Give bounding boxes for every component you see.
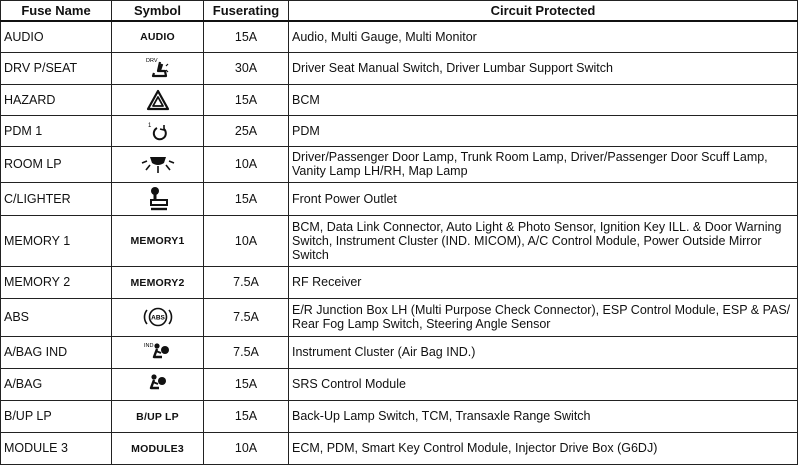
circuit-cell: Audio, Multi Gauge, Multi Monitor <box>289 21 798 52</box>
table-row <box>1 52 798 84</box>
header-row <box>1 1 798 22</box>
column-header-symbol: Symbol <box>112 1 204 22</box>
symbol-cell <box>112 266 204 298</box>
symbol-text: B/UP LP <box>136 410 179 423</box>
table-body <box>1 21 798 464</box>
fuse-name-cell: HAZARD <box>1 84 112 115</box>
circuit-cell: Driver Seat Manual Switch, Driver Lumbar Support Switch <box>289 52 798 84</box>
circuit-cell: BCM, Data Link Connector, Auto Light & Photo Sensor, Ignition Key ILL. & Door Warning Switch, Instrument Cluster (IND. MICOM), A/C Control Module, Power Outside Mirror Switch <box>289 215 798 266</box>
table-row <box>1 215 798 266</box>
symbol-cell <box>112 298 204 336</box>
fuse-name-cell: ABS <box>1 298 112 336</box>
table-row <box>1 432 798 464</box>
fuse-name-cell: MODULE 3 <box>1 432 112 464</box>
rating-cell: 7.5A <box>204 298 289 336</box>
column-header-circuit-protected: Circuit Protected <box>289 1 798 22</box>
rating-cell: 7.5A <box>204 336 289 368</box>
rating-cell: 15A <box>204 84 289 115</box>
fuse-name-cell: AUDIO <box>1 21 112 52</box>
table-row <box>1 400 798 432</box>
room-lamp-icon <box>141 152 175 176</box>
table-row <box>1 21 798 52</box>
rating-cell: 15A <box>204 182 289 215</box>
table-row <box>1 368 798 400</box>
symbol-cell <box>112 21 204 52</box>
symbol-cell <box>112 182 204 215</box>
abs-icon <box>143 305 173 329</box>
circuit-cell: RF Receiver <box>289 266 798 298</box>
rating-cell: 7.5A <box>204 266 289 298</box>
circuit-cell: ECM, PDM, Smart Key Control Module, Injector Drive Box (G6DJ) <box>289 432 798 464</box>
symbol-text: AUDIO <box>140 31 175 44</box>
driver-seat-icon-label: DRV <box>145 58 158 64</box>
fuse-name-cell: PDM 1 <box>1 115 112 146</box>
rating-cell: 15A <box>204 21 289 52</box>
cigar-lighter-icon <box>146 186 170 212</box>
fuse-name-cell: MEMORY 2 <box>1 266 112 298</box>
fuse-name-cell: C/LIGHTER <box>1 182 112 215</box>
table-row <box>1 182 798 215</box>
circuit-cell: E/R Junction Box LH (Multi Purpose Check Connector), ESP Control Module, ESP & PAS/ Rear Fog Lamp Switch, Steering Angle Sensor <box>289 298 798 336</box>
rating-cell: 15A <box>204 400 289 432</box>
symbol-cell <box>112 115 204 146</box>
circuit-cell: BCM <box>289 84 798 115</box>
circuit-cell: Driver/Passenger Door Lamp, Trunk Room Lamp, Driver/Passenger Door Scuff Lamp, Vanity Lamp LH/RH, Map Lamp <box>289 146 798 182</box>
symbol-cell <box>112 215 204 266</box>
fuse-name-cell: A/BAG <box>1 368 112 400</box>
driver-seat-icon <box>145 56 171 80</box>
airbag-indicator-icon <box>143 340 173 364</box>
fuse-name-cell: ROOM LP <box>1 146 112 182</box>
rating-cell: 30A <box>204 52 289 84</box>
table-row <box>1 336 798 368</box>
column-header-fuse-name: Fuse Name <box>1 1 112 22</box>
table-row <box>1 84 798 115</box>
circuit-cell: SRS Control Module <box>289 368 798 400</box>
table-row <box>1 115 798 146</box>
table-row <box>1 146 798 182</box>
table-row <box>1 266 798 298</box>
airbag-indicator-icon-label: IND <box>143 343 153 349</box>
table-header <box>1 1 798 22</box>
fuse-name-cell: MEMORY 1 <box>1 215 112 266</box>
circuit-cell: Back-Up Lamp Switch, TCM, Transaxle Range Switch <box>289 400 798 432</box>
airbag-icon <box>145 372 171 396</box>
power-cycle-icon-label: 1 <box>147 122 151 129</box>
fuse-name-cell: B/UP LP <box>1 400 112 432</box>
rating-cell: 15A <box>204 368 289 400</box>
circuit-cell: Instrument Cluster (Air Bag IND.) <box>289 336 798 368</box>
symbol-cell <box>112 84 204 115</box>
symbol-cell <box>112 432 204 464</box>
symbol-cell <box>112 52 204 84</box>
symbol-cell <box>112 400 204 432</box>
symbol-cell <box>112 368 204 400</box>
symbol-cell <box>112 336 204 368</box>
circuit-cell: PDM <box>289 115 798 146</box>
power-cycle-icon <box>145 120 171 142</box>
rating-cell: 10A <box>204 215 289 266</box>
circuit-cell: Front Power Outlet <box>289 182 798 215</box>
symbol-text: MEMORY2 <box>130 276 185 289</box>
fuse-name-cell: DRV P/SEAT <box>1 52 112 84</box>
abs-icon-label: ABS <box>150 314 165 322</box>
rating-cell: 10A <box>204 432 289 464</box>
fuse-name-cell: A/BAG IND <box>1 336 112 368</box>
symbol-text: MEMORY1 <box>130 235 185 247</box>
table-row <box>1 298 798 336</box>
column-header-fuserating: Fuserating <box>204 1 289 22</box>
hazard-triangle-icon <box>146 89 170 111</box>
rating-cell: 10A <box>204 146 289 182</box>
rating-cell: 25A <box>204 115 289 146</box>
symbol-text: MODULE3 <box>131 442 184 455</box>
symbol-cell <box>112 146 204 182</box>
